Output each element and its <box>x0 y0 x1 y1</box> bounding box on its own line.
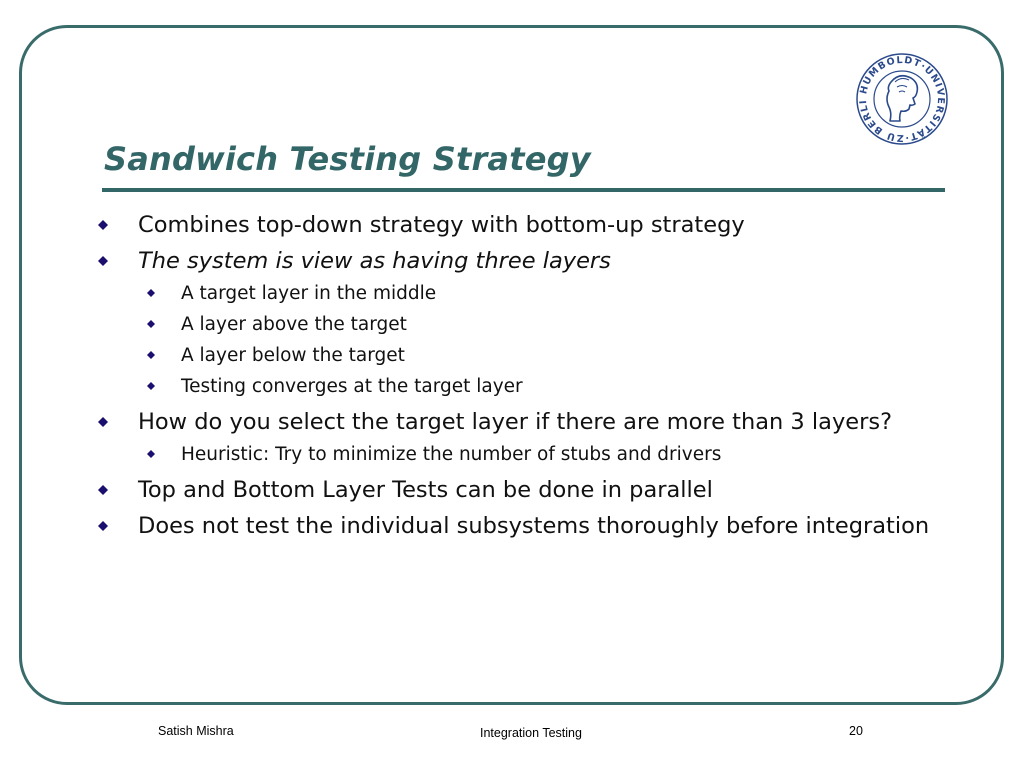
footer-topic: Integration Testing <box>480 726 582 740</box>
bullet-item <box>94 210 934 241</box>
slide-title: Sandwich Testing Strategy <box>104 140 591 178</box>
bullet-text: A layer below the target <box>181 345 405 366</box>
bullet-text: Combines top-down strategy with bottom-up strategy <box>138 212 745 238</box>
diamond-bullet-icon <box>98 407 108 438</box>
bullet-text: Does not test the individual subsystems thoroughly before integration <box>138 513 930 539</box>
bullet-item <box>94 511 934 542</box>
bullet-item <box>94 475 934 506</box>
bullet-list <box>94 205 934 542</box>
diamond-bullet-icon <box>147 442 155 467</box>
diamond-bullet-icon <box>147 281 155 306</box>
footer-author: Satish Mishra <box>158 724 234 738</box>
university-seal-icon <box>855 52 949 146</box>
bullet-text: Top and Bottom Layer Tests can be done in parallel <box>138 477 713 503</box>
title-underline <box>102 188 945 192</box>
diamond-bullet-icon <box>98 475 108 506</box>
bullet-text: Heuristic: Try to minimize the number of stubs and drivers <box>181 444 722 465</box>
diamond-bullet-icon <box>98 246 108 277</box>
svg-text:HUMBOLDT·UNIVERSITÄT·ZU BERLIN: HUMBOLDT·UNIVERSITÄT·ZU BERLI <box>857 54 947 144</box>
diamond-bullet-icon <box>147 343 155 368</box>
bullet-text: A layer above the target <box>181 314 407 335</box>
bullet-text: How do you select the target layer if there are more than 3 layers? <box>138 409 893 435</box>
bullet-text: The system is view as having three layers <box>138 248 611 274</box>
sub-bullet-item <box>94 343 934 368</box>
sub-bullet-item <box>94 442 934 467</box>
sub-bullet-item <box>94 281 934 306</box>
sub-bullet-item <box>94 374 934 399</box>
footer-page-number: 20 <box>849 724 863 738</box>
sub-bullet-item <box>94 312 934 337</box>
bullet-item <box>94 407 934 438</box>
diamond-bullet-icon <box>98 210 108 241</box>
bullet-item <box>94 246 934 277</box>
bullet-text: A target layer in the middle <box>181 283 437 304</box>
diamond-bullet-icon <box>98 511 108 542</box>
diamond-bullet-icon <box>147 312 155 337</box>
diamond-bullet-icon <box>147 374 155 399</box>
bullet-text: Testing converges at the target layer <box>181 376 523 397</box>
